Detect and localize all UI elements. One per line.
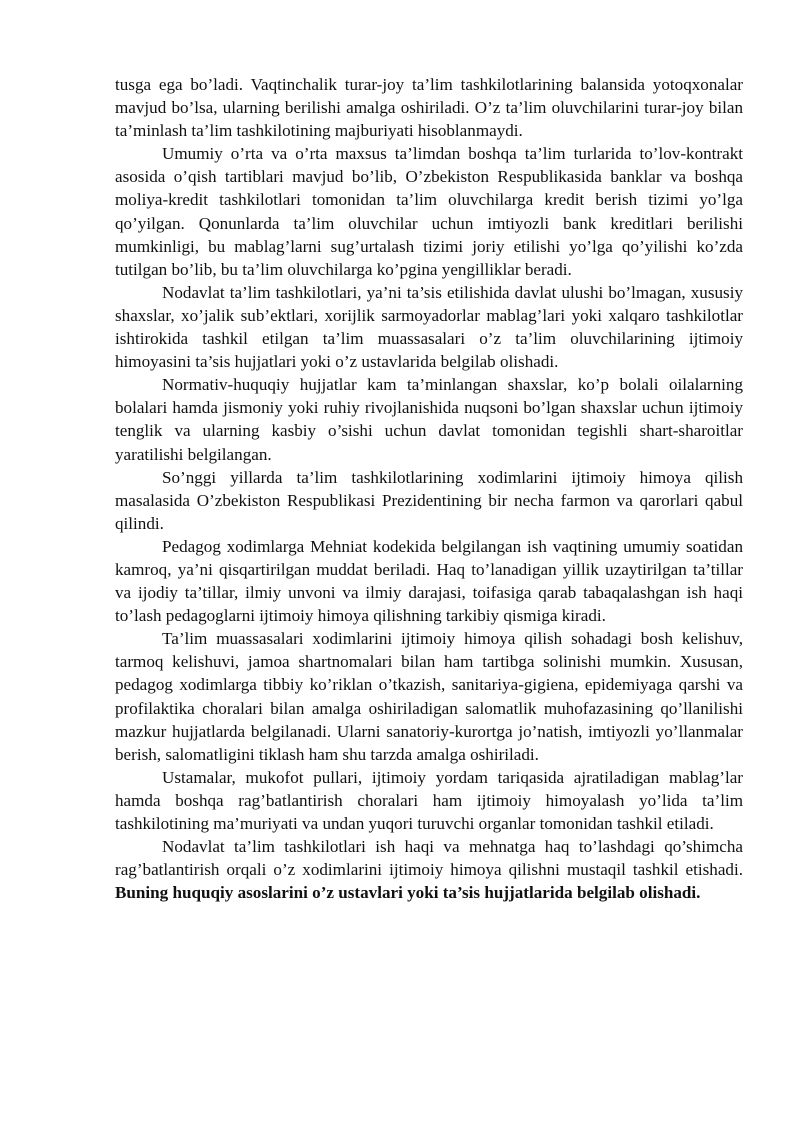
paragraph: Nodavlat ta’lim tashkilotlari, ya’ni ta’sis etilishida davlat ulushi bo’lmagan, xususiy shaxslar, xo’jalik sub’ektlari, xorijlik sarmoyadorlar mablag’lari yoki xalqaro tashkilotlar ishtirokida tashkil etilgan ta’lim muassasalari o’z ta’lim oluvchilarining ijtimoiy himoyasini ta’sis hujjatlari yoki o’z ustavlarida belgilab olishadi. bbox=[115, 282, 743, 372]
paragraph: So’nggi yillarda ta’lim tashkilotlarining xodimlarini ijtimoiy himoya qilish masalasida O’zbekiston Respublikasi Prezidentining bir necha farmon va qarorlari qabul qilindi. bbox=[115, 467, 743, 533]
bold-emphasis: Buning huquqiy asoslarini o’z ustavlari yoki ta’sis hujjatlarida belgilab olishadi. bbox=[115, 883, 701, 903]
paragraph: Ta’lim muassasalari xodimlarini ijtimoiy himoya qilish sohadagi bosh kelishuv, tarmoq kelishuvi, jamoa shartnomalari bilan ham tartibga solinishi mumkin. Xususan, pedagog xodimlarga tibbiy ko’riklan o’tkazish, sanitariya-gigiena, epidemiyaga qarshi va profilaktika choralari bilan amalga oshiriladigan salomatlik muhofazasining qo’llanilishi mazkur hujjatlarda belgilanadi. Ularni sanatoriy-kurortga jo’natish, imtiyozli yo’llanmalar berish, salomatligini tiklash ham shu tarzda amalga oshiriladi. bbox=[115, 629, 743, 764]
paragraph: tusga ega bo’ladi. Vaqtinchalik turar-joy ta’lim tashkilotlarining balansida yotoqxonalar mavjud bo’lsa, ularning berilishi amalga oshiriladi. O’z ta’lim oluvchilarini turar-joy bilan ta’minlash ta’lim tashkilotining majburiyati hisoblanmaydi. bbox=[115, 75, 743, 141]
paragraph-text: Nodavlat ta’lim tashkilotlari ish haqi va mehnatga haq to’lashdagi qo’shimcha rag’batlantirish orqali o’z xodimlarini ijtimoiy himoya qilishni mustaqil tashkil etishadi. bbox=[115, 837, 743, 880]
paragraph: Normativ-huquqiy hujjatlar kam ta’minlangan shaxslar, ko’p bolali oilalarning bolalari hamda jismoniy yoki ruhiy rivojlanishida nuqsoni bo’lgan shaxslar uchun ijtimoiy tenglik va ularning kasbiy o’sishi uchun davlat tomonidan tegishli shart-sharoitlar yaratilishi belgilangan. bbox=[115, 375, 743, 464]
document-page bbox=[115, 73, 743, 904]
paragraph: Pedagog xodimlarga Mehniat kodekida belgilangan ish vaqtining umumiy soatidan kamroq, ya’ni qisqartirilgan muddat beriladi. Haq to’lanadigan yillik uzaytirilgan ta’tillar va ijodiy ta’tillar, ilmiy unvoni va ilmiy darajasi, toifasiga qarab tabaqalashgan ish haqi to’lash pedagoglarni ijtimoiy himoya qilishning tarkibiy qismiga kiradi. bbox=[115, 536, 743, 626]
paragraph-final bbox=[115, 835, 743, 904]
paragraph: Ustamalar, mukofot pullari, ijtimoiy yordam tariqasida ajratiladigan mablag’lar hamda boshqa rag’batlantirish choralari ham ijtimoiy himoyalash yo’lida ta’lim tashkilotining ma’muriyati va undan yuqori turuvchi organlar tomonidan tashkil etiladi. bbox=[115, 767, 743, 833]
paragraph: Umumiy o’rta va o’rta maxsus ta’limdan boshqa ta’lim turlarida to’lov-kontrakt asosida o’qish tartiblari mavjud bo’lib, O’zbekiston Respublikasida banklar va boshqa moliya-kredit tashkilotlari tomonidan ta’lim oluvchilarga kredit berish tizimi yo’lga qo’yilgan. Qonunlarda ta’lim oluvchilar uchun imtiyozli bank kreditlari berilishi mumkinligi, bu mablag’larni sug’urtalash tizimi joriy etilishi yo’lga qo’yilishi ko’zda tutilgan bo’lib, bu ta’lim oluvchilarga ko’pgina yengilliklar beradi. bbox=[115, 144, 743, 279]
